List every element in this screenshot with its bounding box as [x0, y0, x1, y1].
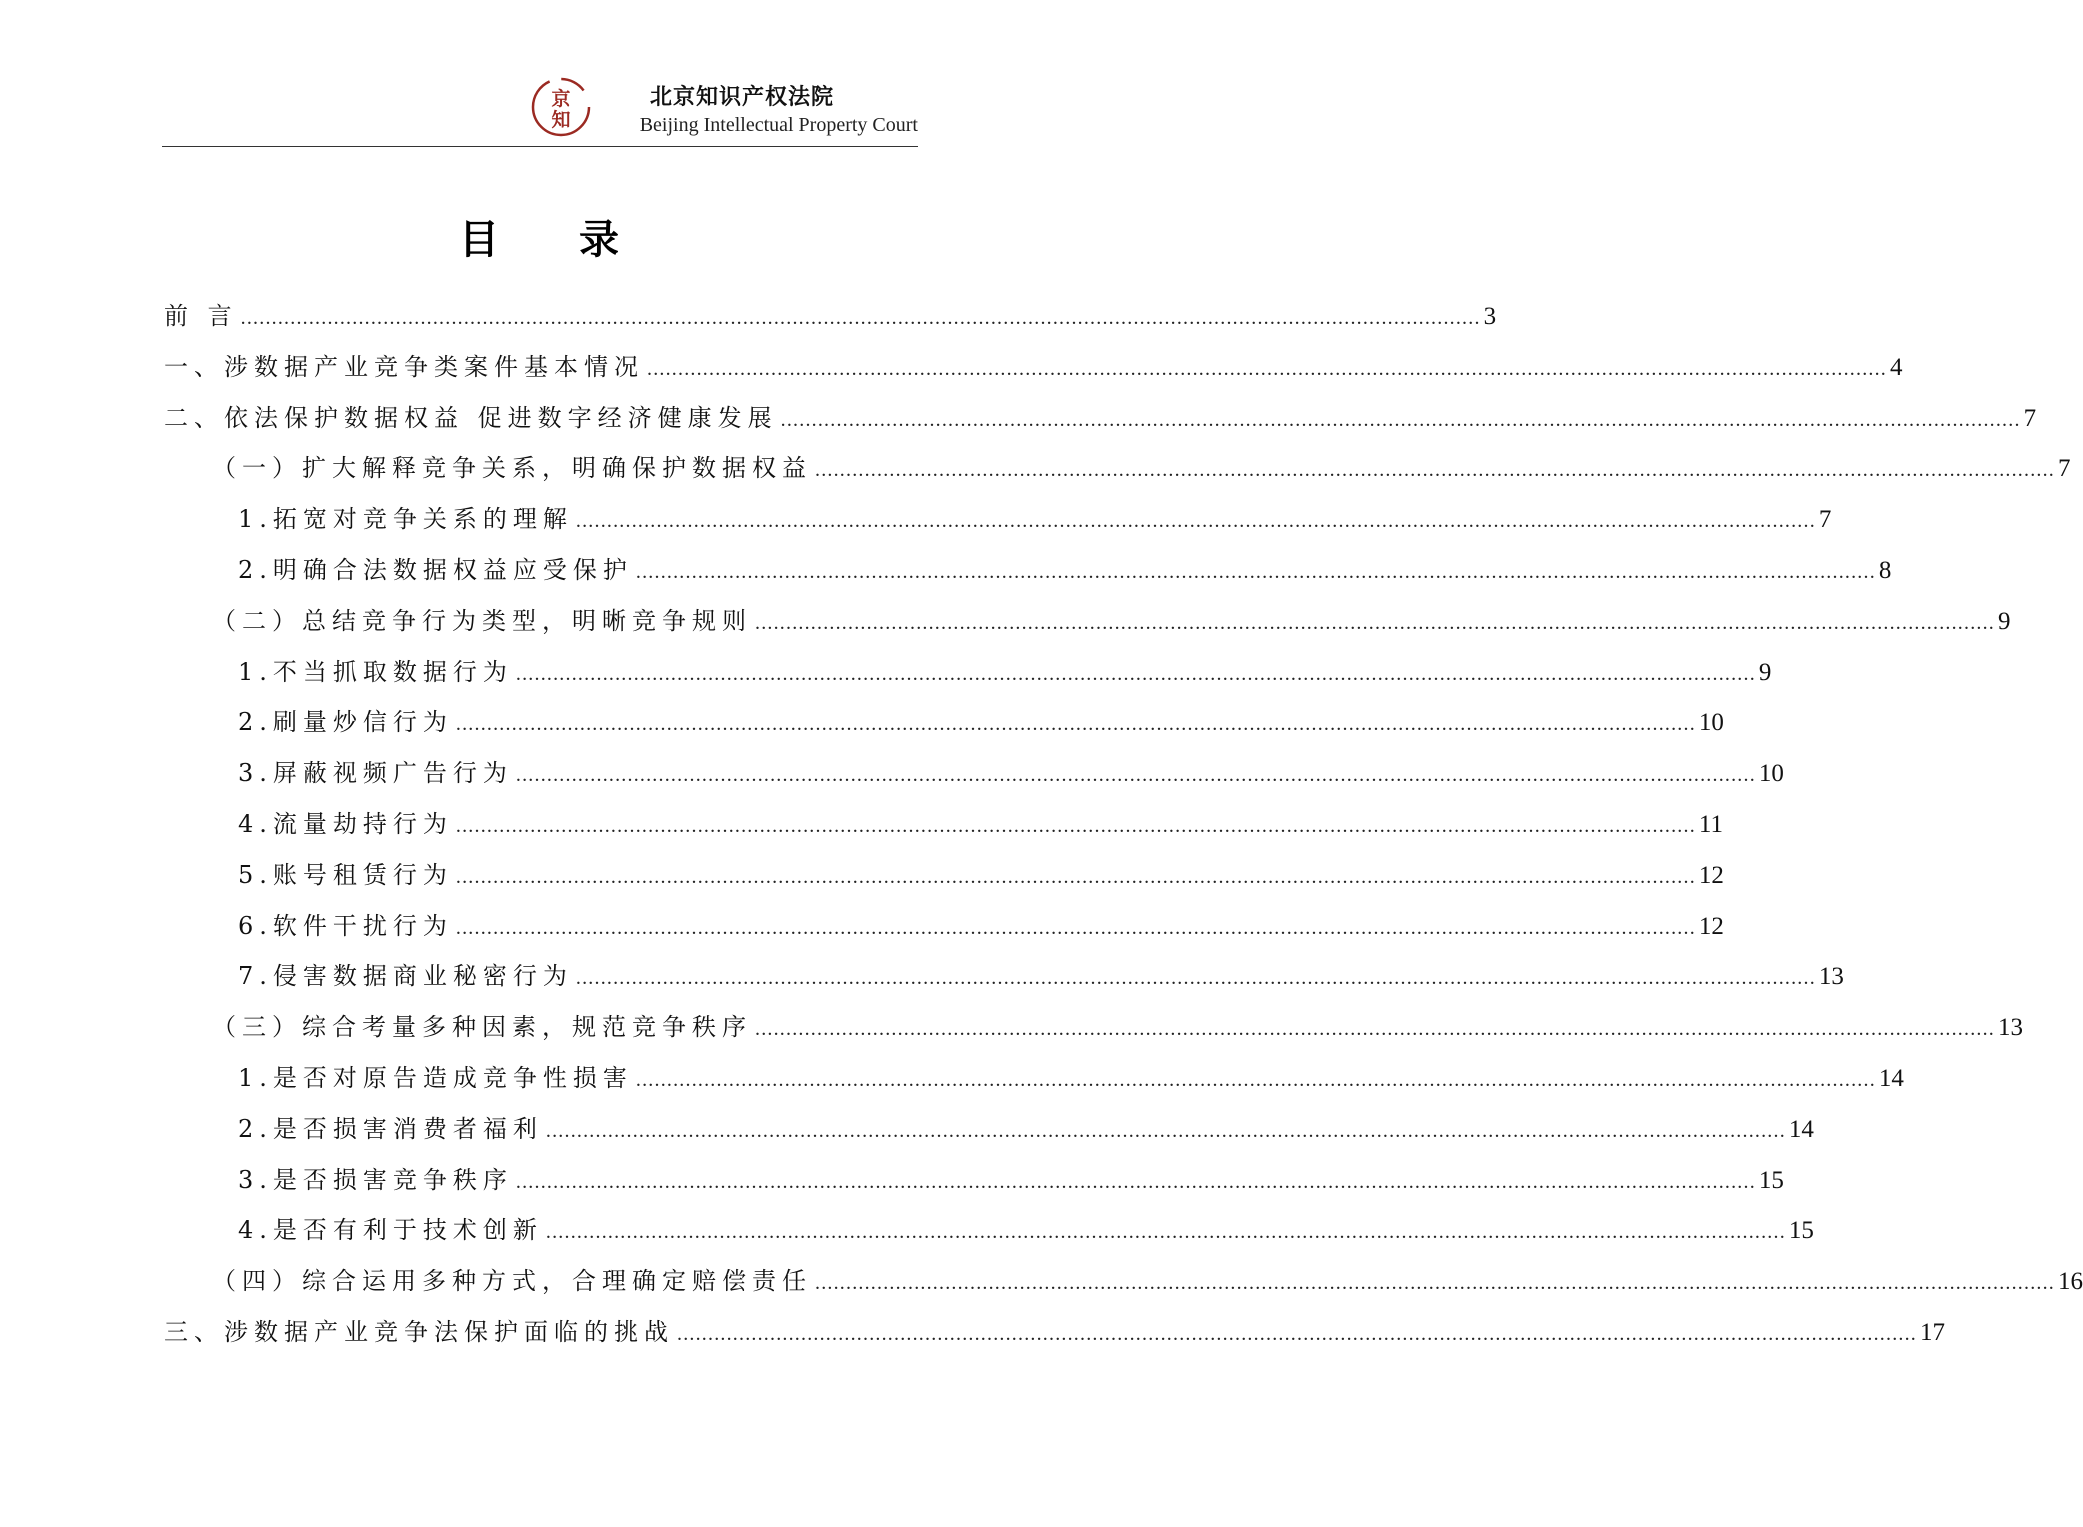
toc-entry-label: （二）总结竞争行为类型，明晰竞争规则: [212, 606, 752, 635]
toc-entry-label: 1.拓宽对竞争关系的理解: [238, 505, 573, 534]
toc-dot-leader: ........................................................................................................................................................................................................: [515, 662, 1756, 685]
toc-page-number: 13: [1998, 1014, 2023, 1042]
toc-dot-leader: ........................................................................................................................................................................................................: [815, 459, 2055, 482]
toc-entry[interactable]: [164, 342, 1903, 393]
toc-dot-leader: ........................................................................................................................................................................................................: [240, 307, 1481, 329]
toc-entry[interactable]: [164, 951, 1844, 1002]
toc-entry-label: 2.明确合法数据权益应受保护: [238, 555, 633, 584]
toc-dot-leader: ........................................................................................................................................................................................................: [455, 865, 1696, 888]
toc-page-number: 3: [1483, 303, 1497, 330]
toc-dot-leader: ........................................................................................................................................................................................................: [755, 1018, 1995, 1041]
toc-entry[interactable]: [164, 1002, 2023, 1053]
toc-entry[interactable]: [164, 1205, 1814, 1256]
toc-entry-label: 2.刷量炒信行为: [238, 708, 453, 737]
toc-entry[interactable]: [164, 393, 2037, 444]
toc-dot-leader: ........................................................................................................................................................................................................: [815, 1272, 2055, 1295]
toc-dot-leader: ........................................................................................................................................................................................................: [455, 916, 1696, 939]
page-header: [162, 74, 918, 148]
court-name-chinese: 北京知识产权法院: [650, 85, 835, 110]
toc-page-number: 14: [1878, 1064, 1904, 1092]
toc-dot-leader: ........................................................................................................................................................................................................: [575, 510, 1816, 533]
toc-entry[interactable]: [164, 494, 1832, 545]
toc-entry[interactable]: [164, 1155, 1784, 1206]
toc-entry[interactable]: [164, 1307, 1945, 1358]
toc-dot-leader: ........................................................................................................................................................................................................: [677, 1322, 1917, 1345]
toc-dot-leader: ........................................................................................................................................................................................................: [575, 967, 1816, 990]
toc-entry-label: 6.软件干扰行为: [238, 911, 453, 940]
toc-page-number: 4: [1890, 353, 1903, 381]
toc-entry[interactable]: [164, 1104, 1814, 1155]
toc-page-number: 14: [1788, 1115, 1814, 1143]
toc-page-number: 7: [2058, 455, 2071, 483]
toc-entry-label: （一）扩大解释竞争关系，明确保护数据权益: [212, 454, 812, 483]
toc-page-number: 7: [2023, 404, 2037, 432]
toc-page-number: 13: [1818, 963, 1844, 991]
toc-entry[interactable]: [164, 1256, 2083, 1307]
court-seal-logo: [530, 76, 592, 138]
svg-text:京: 京: [551, 88, 571, 110]
toc-page-number: 16: [2058, 1268, 2083, 1296]
toc-dot-leader: ........................................................................................................................................................................................................: [635, 560, 1876, 583]
toc-page-number: 9: [1758, 658, 1772, 686]
toc-entry-label: 前 言: [164, 302, 238, 330]
toc-page-number: 15: [1758, 1166, 1784, 1194]
svg-text:知: 知: [551, 109, 571, 131]
court-name-english: Beijing Intellectual Property Court: [639, 114, 918, 136]
toc-entry-label: 三、涉数据产业竞争法保护面临的挑战: [164, 1317, 674, 1346]
toc-entry-label: 一、涉数据产业竞争类案件基本情况: [164, 352, 644, 381]
toc-dot-leader: ........................................................................................................................................................................................................: [455, 713, 1696, 736]
toc-entry-label: （三）综合考量多种因素，规范竞争秩序: [212, 1013, 752, 1042]
toc-entry[interactable]: [164, 1053, 1904, 1104]
toc-dot-leader: ........................................................................................................................................................................................................: [515, 1170, 1756, 1193]
page-title: 目 录: [459, 217, 621, 263]
toc-entry-label: 2.是否损害消费者福利: [238, 1114, 543, 1143]
toc-entry-label: 3.是否损害竞争秩序: [238, 1165, 513, 1194]
toc-dot-leader: ........................................................................................................................................................................................................: [635, 1068, 1876, 1091]
toc-entry-label: 4.是否有利于技术创新: [238, 1216, 543, 1245]
toc-entry[interactable]: [164, 697, 1724, 748]
toc-entry[interactable]: [164, 545, 1892, 596]
toc-dot-leader: ........................................................................................................................................................................................................: [647, 357, 1887, 380]
toc-dot-leader: ........................................................................................................................................................................................................: [455, 814, 1696, 837]
toc-dot-leader: ........................................................................................................................................................................................................: [755, 611, 1995, 634]
toc-page-number: 10: [1758, 760, 1784, 788]
toc-page-number: 10: [1698, 709, 1724, 737]
table-of-contents: [164, 291, 2083, 1358]
toc-dot-leader: ........................................................................................................................................................................................................: [545, 1119, 1786, 1142]
header-divider: [162, 146, 918, 147]
toc-entry-label: 1.是否对原告造成竞争性损害: [238, 1063, 633, 1092]
toc-page-number: 17: [1920, 1318, 1945, 1346]
toc-entry[interactable]: [164, 799, 1723, 850]
toc-entry-label: 5.账号租赁行为: [238, 860, 453, 889]
toc-entry[interactable]: [164, 901, 1724, 952]
toc-entry[interactable]: [164, 443, 2071, 494]
toc-entry-label: 1.不当抓取数据行为: [238, 657, 513, 686]
toc-page-number: 11: [1698, 810, 1723, 838]
toc-entry-label: 4.流量劫持行为: [238, 809, 453, 838]
toc-entry[interactable]: [164, 647, 1772, 698]
toc-page-number: 15: [1788, 1217, 1814, 1245]
toc-entry-label: 7.侵害数据商业秘密行为: [238, 962, 573, 991]
toc-entry[interactable]: [164, 850, 1724, 901]
toc-dot-leader: ........................................................................................................................................................................................................: [515, 764, 1756, 787]
toc-dot-leader: ........................................................................................................................................................................................................: [545, 1221, 1786, 1244]
toc-entry[interactable]: [164, 291, 1497, 342]
toc-entry-label: （四）综合运用多种方式，合理确定赔偿责任: [212, 1267, 812, 1296]
toc-page-number: 9: [1998, 607, 2011, 635]
toc-page-number: 7: [1818, 506, 1832, 534]
toc-entry[interactable]: [164, 748, 1784, 799]
toc-page-number: 12: [1698, 861, 1724, 889]
toc-dot-leader: ........................................................................................................................................................................................................: [780, 408, 2021, 431]
toc-entry-label: 3.屏蔽视频广告行为: [238, 759, 513, 788]
toc-page-number: 8: [1878, 556, 1892, 584]
toc-page-number: 12: [1698, 912, 1724, 940]
toc-entry-label: 二、依法保护数据权益 促进数字经济健康发展: [164, 403, 778, 432]
toc-entry[interactable]: [164, 596, 2011, 647]
